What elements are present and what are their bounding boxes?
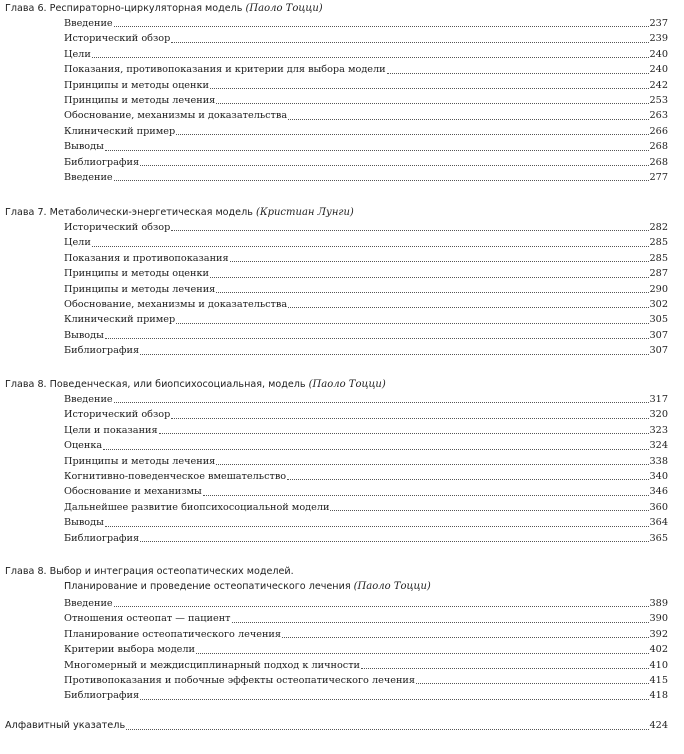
dot-leader (114, 605, 649, 607)
chapter-author: (Кристиан Лунги) (255, 207, 354, 218)
chapter-prefix: Глава 8. (5, 379, 47, 390)
entry-page: 307 (649, 345, 668, 357)
dot-leader (105, 337, 649, 339)
dot-leader (288, 306, 648, 308)
entry-page: 237 (649, 18, 668, 29)
toc-entry[interactable] (64, 62, 668, 77)
entry-label: Принципы и методы лечения (64, 283, 216, 295)
alphabetical-index-entry[interactable] (5, 718, 668, 734)
entry-label: Цели (64, 48, 91, 60)
entry-label: Введение (64, 598, 113, 609)
entry-page: 263 (649, 110, 668, 122)
toc-entry[interactable] (64, 642, 668, 657)
entry-page: 240 (649, 48, 668, 60)
entry-label: Выводы (64, 517, 104, 529)
entry-page: 305 (649, 314, 668, 326)
entry-label: Критерии выбора модели (64, 644, 196, 656)
index-page: 424 (649, 720, 668, 731)
dot-leader (203, 494, 649, 496)
toc-entry[interactable] (64, 297, 668, 312)
entry-label: Библиография (64, 345, 140, 357)
dot-leader (416, 682, 649, 684)
entry-label: Дальнейшее развитие биопсихосоциальной модели (64, 501, 330, 513)
entry-label: Обоснование, механизмы и доказательства (64, 298, 288, 310)
dot-leader (288, 118, 648, 120)
dot-leader (287, 478, 648, 480)
chapter-title: Поведенческая, или биопсихосоциальная, модель (49, 379, 306, 390)
entry-page: 285 (649, 237, 668, 249)
entry-page: 402 (649, 644, 668, 656)
chapter-heading[interactable] (5, 205, 354, 221)
dot-leader (216, 291, 648, 293)
entry-label: Планирование остеопатического лечения (64, 628, 281, 640)
entry-label: Исторический обзор (64, 409, 171, 421)
entry-label: Библиография (64, 532, 140, 544)
toc-entry[interactable] (64, 484, 668, 499)
entry-page: 365 (649, 532, 668, 544)
toc-entry[interactable] (64, 78, 668, 93)
toc-entry[interactable] (64, 454, 668, 469)
toc-entry[interactable] (64, 500, 668, 515)
entry-page: 285 (649, 252, 668, 264)
dot-leader (140, 540, 648, 542)
entry-label: Исторический обзор (64, 222, 171, 233)
dot-leader (230, 260, 649, 262)
chapter-title: Респираторно-циркуляторная модель (49, 3, 243, 14)
toc-entry[interactable] (64, 312, 668, 327)
entry-label: Принципы и методы лечения (64, 94, 216, 106)
entry-page: 266 (649, 125, 668, 137)
toc-entry[interactable] (64, 124, 668, 139)
chapter-entries (64, 220, 668, 359)
entry-page: 364 (649, 517, 668, 529)
chapter-entries (64, 596, 668, 704)
entry-page: 346 (649, 486, 668, 498)
entry-page: 268 (649, 156, 668, 168)
toc-entry[interactable] (64, 47, 668, 62)
entry-label: Оценка (64, 440, 103, 452)
entry-label: Введение (64, 18, 113, 29)
toc-entry[interactable] (64, 658, 668, 673)
entry-label: Цели и показания (64, 424, 158, 436)
entry-page: 324 (649, 440, 668, 452)
toc-entry[interactable] (64, 469, 668, 484)
toc-entry[interactable] (64, 93, 668, 108)
entry-page: 268 (649, 141, 668, 153)
entry-label: Противопоказания и побочные эффекты остеопатического лечения (64, 674, 415, 686)
toc-entry[interactable] (64, 392, 668, 407)
entry-page: 392 (649, 628, 668, 640)
dot-leader (140, 698, 648, 700)
entry-label: Обоснование и механизмы (64, 486, 202, 498)
entry-label: Показания, противопоказания и критерии для выбора модели (64, 64, 386, 76)
dot-leader (216, 463, 648, 465)
chapter-prefix: Глава 6. (5, 3, 47, 14)
dot-leader (140, 353, 648, 355)
toc-entry[interactable] (64, 343, 668, 358)
dot-leader (176, 322, 648, 324)
toc-entry[interactable] (64, 266, 668, 281)
entry-page: 389 (649, 598, 668, 609)
entry-label: Клинический пример (64, 125, 176, 137)
toc-entry[interactable] (64, 438, 668, 453)
entry-page: 253 (649, 94, 668, 106)
entry-label: Принципы и методы оценки (64, 268, 210, 280)
chapter-entries (64, 392, 668, 546)
entry-page: 290 (649, 283, 668, 295)
entry-page: 320 (649, 409, 668, 421)
dot-leader (92, 245, 649, 247)
entry-page: 240 (649, 64, 668, 76)
dot-leader (114, 25, 649, 27)
entry-label: Показания и противопоказания (64, 252, 229, 264)
entry-label: Библиография (64, 156, 140, 168)
toc-entry[interactable] (64, 515, 668, 530)
index-label: Алфавитный указатель (5, 720, 126, 731)
toc-entry[interactable] (64, 282, 668, 297)
dot-leader (171, 229, 648, 231)
toc-entry[interactable] (64, 627, 668, 642)
chapter-author: (Паоло Тоцци) (353, 581, 431, 592)
toc-entry[interactable] (64, 328, 668, 343)
dot-leader (282, 636, 649, 638)
entry-label: Введение (64, 171, 113, 183)
toc-entry[interactable] (64, 235, 668, 250)
dot-leader (114, 179, 649, 181)
dot-leader (159, 432, 649, 434)
entry-label: Исторический обзор (64, 33, 171, 45)
entry-page: 410 (649, 659, 668, 671)
entry-page: 360 (649, 501, 668, 513)
entry-page: 239 (649, 33, 668, 45)
entry-label: Принципы и методы оценки (64, 79, 210, 91)
entry-page: 340 (649, 470, 668, 482)
toc-entry[interactable] (64, 220, 668, 235)
chapter-subheading (64, 579, 431, 595)
dot-leader (387, 72, 649, 74)
toc-entry[interactable] (64, 531, 668, 546)
entry-page: 418 (649, 690, 668, 702)
entry-label: Отношения остеопат — пациент (64, 613, 231, 625)
dot-leader (105, 149, 649, 151)
toc-entry[interactable] (64, 155, 668, 170)
dot-leader (196, 652, 648, 654)
toc-entry[interactable] (64, 31, 668, 46)
toc-entry[interactable] (64, 170, 668, 185)
dot-leader (126, 728, 648, 730)
dot-leader (210, 87, 648, 89)
dot-leader (210, 276, 648, 278)
chapter-title: Выбор и интеграция остеопатических моделей. (49, 566, 294, 577)
entry-page: 277 (649, 171, 668, 183)
entry-label: Принципы и методы лечения (64, 455, 216, 467)
entry-page: 242 (649, 79, 668, 91)
dot-leader (232, 621, 649, 623)
chapter-heading[interactable] (5, 377, 386, 393)
chapter-title: Метаболически-энергетическая модель (49, 207, 253, 218)
chapter-prefix: Глава 7. (5, 207, 47, 218)
chapter-author: (Паоло Тоцци) (308, 379, 386, 390)
dot-leader (176, 133, 648, 135)
toc-entry[interactable] (64, 251, 668, 266)
entry-page: 282 (649, 222, 668, 233)
entry-label: Введение (64, 394, 113, 405)
dot-leader (216, 102, 648, 104)
entry-label: Цели (64, 237, 91, 249)
entry-page: 338 (649, 455, 668, 467)
chapter-subtitle: Планирование и проведение остеопатического лечения (64, 581, 351, 592)
dot-leader (171, 417, 648, 419)
entry-label: Библиография (64, 690, 140, 702)
dot-leader (140, 164, 648, 166)
toc-entry[interactable] (64, 423, 668, 438)
dot-leader (361, 667, 648, 669)
entry-page: 307 (649, 329, 668, 341)
dot-leader (92, 56, 649, 58)
dot-leader (114, 401, 649, 403)
entry-label: Когнитивно-поведенческое вмешательство (64, 470, 287, 482)
dot-leader (171, 41, 648, 43)
toc-entry[interactable] (64, 673, 668, 688)
chapter-prefix: Глава 8. (5, 566, 47, 577)
toc-entry[interactable] (64, 611, 668, 626)
entry-page: 415 (649, 674, 668, 686)
chapter-heading[interactable] (5, 1, 323, 17)
chapter-author: (Паоло Тоцци) (245, 3, 323, 14)
toc-entry[interactable] (64, 16, 668, 31)
toc-entry[interactable] (64, 596, 668, 611)
entry-label: Клинический пример (64, 314, 176, 326)
chapter-entries (64, 16, 668, 185)
entry-page: 287 (649, 268, 668, 280)
entry-label: Обоснование, механизмы и доказательства (64, 110, 288, 122)
dot-leader (103, 448, 648, 450)
entry-label: Выводы (64, 141, 104, 153)
entry-page: 323 (649, 424, 668, 436)
toc-entry[interactable] (64, 688, 668, 703)
toc-entry[interactable] (64, 407, 668, 422)
toc-entry[interactable] (64, 108, 668, 123)
dot-leader (105, 525, 649, 527)
entry-page: 390 (649, 613, 668, 625)
toc-entry[interactable] (64, 139, 668, 154)
entry-page: 317 (649, 394, 668, 405)
entry-label: Многомерный и междисциплинарный подход к личности (64, 659, 361, 671)
entry-page: 302 (649, 298, 668, 310)
entry-label: Выводы (64, 329, 104, 341)
chapter-heading[interactable] (5, 564, 294, 580)
dot-leader (330, 509, 648, 511)
